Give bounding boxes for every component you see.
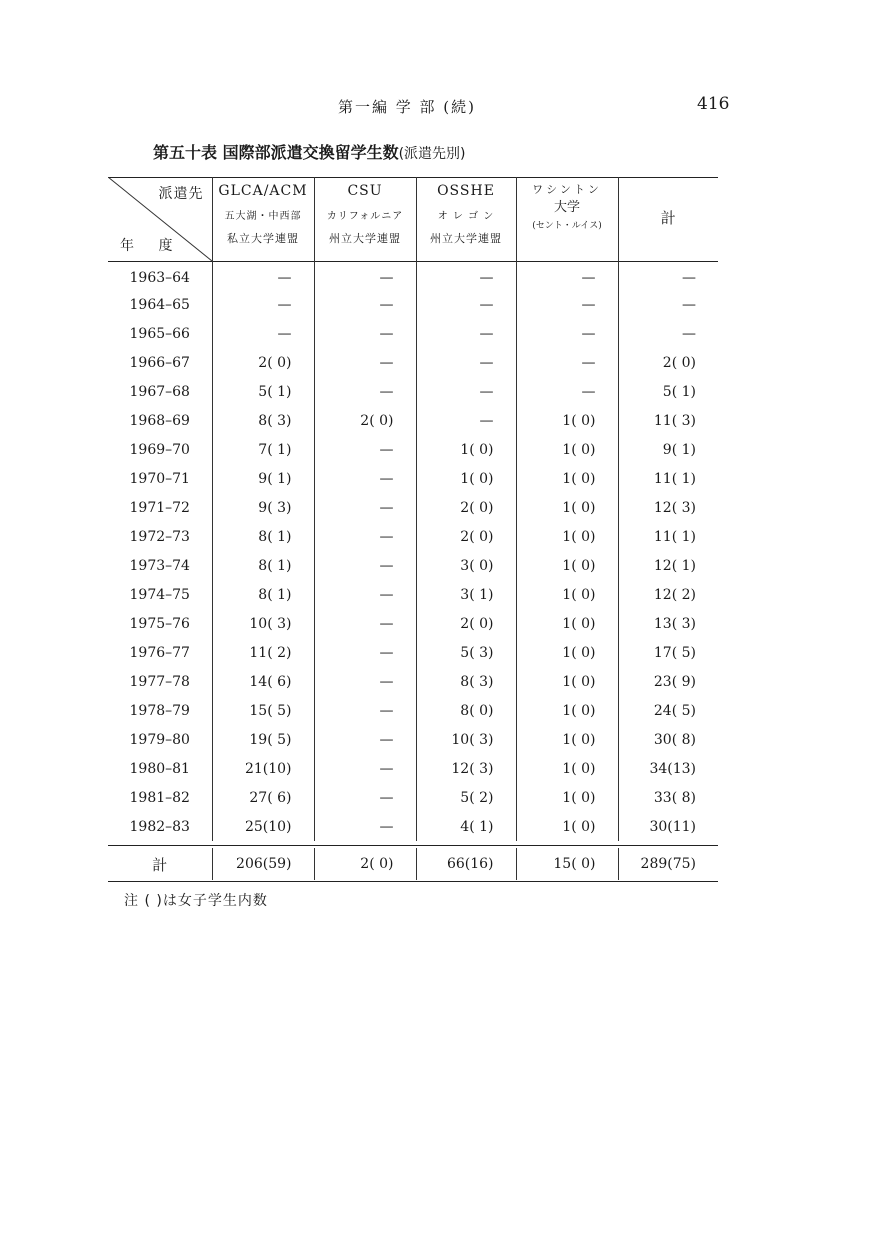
cell-year: 1978–79: [129, 702, 190, 719]
cell-glca: —: [212, 290, 314, 319]
cell-total: 23( 9): [618, 667, 718, 696]
cell-glca: —: [212, 261, 314, 290]
totals-table: [108, 848, 718, 880]
cell-osshe: 3( 0): [416, 551, 516, 580]
table-title-sub: (派遣先別): [398, 146, 466, 162]
cell-osshe: —: [416, 261, 516, 290]
cell-osshe: —: [416, 319, 516, 348]
cell-washington: 1( 0): [516, 522, 618, 551]
cell-glca: 21(10): [212, 754, 314, 783]
col-title-washington: ワシントン: [532, 183, 602, 196]
col-sub2-csu: 州立大学連盟: [329, 232, 401, 245]
cell-glca: 2( 0): [212, 348, 314, 377]
cell-year: 1982–83: [129, 818, 190, 835]
table-total-rule: [108, 845, 718, 846]
col-header-csu: [314, 177, 416, 261]
corner-destination-label: 派遣先: [158, 186, 204, 202]
cell-glca: 8( 3): [212, 406, 314, 435]
cell-total: 24( 5): [618, 696, 718, 725]
table-row: [108, 696, 718, 725]
col-header-total: [618, 177, 718, 261]
cell-total: 13( 3): [618, 609, 718, 638]
col-header-osshe: [416, 177, 516, 261]
cell-csu: —: [314, 725, 416, 754]
corner-year-label: 年 度: [120, 238, 183, 254]
running-head: 第一編 学 部 (続): [338, 98, 477, 116]
cell-glca: 25(10): [212, 812, 314, 841]
cell-washington: 1( 0): [516, 493, 618, 522]
cell-washington: —: [516, 319, 618, 348]
cell-csu: —: [314, 667, 416, 696]
table-row: [108, 319, 718, 348]
table-row: [108, 725, 718, 754]
page-number: 416: [697, 94, 730, 114]
table-bottom-rule: [108, 881, 718, 882]
table-row: [108, 551, 718, 580]
col-title-osshe: OSSHE: [437, 183, 495, 199]
cell-washington: 1( 0): [516, 812, 618, 841]
cell-washington: 1( 0): [516, 609, 618, 638]
cell-total: 12( 3): [618, 493, 718, 522]
cell-osshe: —: [416, 406, 516, 435]
cell-total: 2( 0): [618, 348, 718, 377]
cell-year: 1975–76: [129, 615, 190, 632]
cell-glca: 8( 1): [212, 522, 314, 551]
totals-glca: 206(59): [212, 848, 314, 880]
cell-year: 1963–64: [129, 269, 190, 286]
table-row: [108, 377, 718, 406]
cell-year: 1977–78: [129, 673, 190, 690]
totals-washington: 15( 0): [516, 848, 618, 880]
cell-year: 1974–75: [129, 586, 190, 603]
col-header-washington: [516, 177, 618, 261]
cell-glca: 15( 5): [212, 696, 314, 725]
cell-csu: —: [314, 812, 416, 841]
cell-glca: —: [212, 319, 314, 348]
cell-osshe: —: [416, 348, 516, 377]
cell-csu: 2( 0): [314, 406, 416, 435]
cell-osshe: —: [416, 290, 516, 319]
exchange-students-table: [108, 177, 718, 841]
totals-csu: 2( 0): [314, 848, 416, 880]
cell-total: 11( 1): [618, 464, 718, 493]
cell-year: 1966–67: [129, 354, 190, 371]
col-title-glca: GLCA/ACM: [218, 183, 308, 199]
cell-osshe: 10( 3): [416, 725, 516, 754]
cell-washington: 1( 0): [516, 435, 618, 464]
table-row: [108, 493, 718, 522]
cell-csu: —: [314, 493, 416, 522]
table-row: [108, 580, 718, 609]
table-row: [108, 406, 718, 435]
cell-total: 5( 1): [618, 377, 718, 406]
table-row: [108, 435, 718, 464]
table-row: [108, 290, 718, 319]
cell-glca: 14( 6): [212, 667, 314, 696]
cell-csu: —: [314, 551, 416, 580]
table-title: [153, 140, 466, 163]
col-title-total: 計: [660, 209, 676, 227]
cell-total: 33( 8): [618, 783, 718, 812]
cell-total: 17( 5): [618, 638, 718, 667]
corner-cell: [108, 177, 212, 261]
cell-csu: —: [314, 580, 416, 609]
footnote: 注 ( )は女子学生内数: [124, 893, 268, 909]
cell-csu: —: [314, 348, 416, 377]
cell-csu: —: [314, 522, 416, 551]
table-row: [108, 609, 718, 638]
col-sub1-washington: 大学: [553, 200, 580, 215]
cell-glca: 19( 5): [212, 725, 314, 754]
col-sub2-osshe: 州立大学連盟: [430, 232, 502, 245]
cell-washington: 1( 0): [516, 754, 618, 783]
cell-year: 1981–82: [129, 789, 190, 806]
cell-year: 1969–70: [129, 441, 190, 458]
table-title-main: 第五十表 国際部派遣交換留学生数: [153, 143, 399, 162]
cell-total: 30(11): [618, 812, 718, 841]
cell-osshe: 2( 0): [416, 522, 516, 551]
cell-washington: 1( 0): [516, 464, 618, 493]
cell-osshe: —: [416, 377, 516, 406]
cell-csu: —: [314, 377, 416, 406]
table-row: [108, 464, 718, 493]
col-sub2-glca: 私立大学連盟: [227, 232, 299, 245]
cell-osshe: 5( 3): [416, 638, 516, 667]
cell-osshe: 1( 0): [416, 435, 516, 464]
col-sub2-washington: (セント・ルイス): [532, 221, 602, 231]
cell-total: 9( 1): [618, 435, 718, 464]
cell-total: 11( 3): [618, 406, 718, 435]
col-title-csu: CSU: [347, 183, 383, 199]
cell-glca: 11( 2): [212, 638, 314, 667]
cell-osshe: 5( 2): [416, 783, 516, 812]
cell-glca: 8( 1): [212, 551, 314, 580]
cell-washington: 1( 0): [516, 580, 618, 609]
cell-glca: 5( 1): [212, 377, 314, 406]
cell-glca: 9( 3): [212, 493, 314, 522]
cell-total: —: [618, 290, 718, 319]
cell-total: —: [618, 319, 718, 348]
cell-year: 1965–66: [129, 325, 190, 342]
cell-washington: —: [516, 377, 618, 406]
cell-csu: —: [314, 435, 416, 464]
cell-osshe: 2( 0): [416, 493, 516, 522]
cell-csu: —: [314, 261, 416, 290]
cell-csu: —: [314, 290, 416, 319]
totals-osshe: 66(16): [416, 848, 516, 880]
cell-total: 11( 1): [618, 522, 718, 551]
cell-glca: 27( 6): [212, 783, 314, 812]
cell-year: 1970–71: [129, 470, 190, 487]
cell-osshe: 8( 3): [416, 667, 516, 696]
table-row: [108, 522, 718, 551]
cell-glca: 8( 1): [212, 580, 314, 609]
cell-total: 34(13): [618, 754, 718, 783]
cell-osshe: 8( 0): [416, 696, 516, 725]
cell-total: —: [618, 261, 718, 290]
col-sub1-glca: 五大湖・中西部: [224, 211, 302, 222]
cell-total: 30( 8): [618, 725, 718, 754]
cell-osshe: 4( 1): [416, 812, 516, 841]
cell-csu: —: [314, 464, 416, 493]
cell-year: 1967–68: [129, 383, 190, 400]
cell-washington: 1( 0): [516, 696, 618, 725]
table-row: [108, 261, 718, 290]
table-row: [108, 754, 718, 783]
cell-year: 1979–80: [129, 731, 190, 748]
cell-year: 1980–81: [129, 760, 190, 777]
cell-csu: —: [314, 783, 416, 812]
cell-washington: —: [516, 348, 618, 377]
cell-csu: —: [314, 319, 416, 348]
table-row: [108, 783, 718, 812]
cell-washington: 1( 0): [516, 783, 618, 812]
cell-glca: 7( 1): [212, 435, 314, 464]
table-row: [108, 667, 718, 696]
cell-glca: 10( 3): [212, 609, 314, 638]
cell-washington: 1( 0): [516, 667, 618, 696]
cell-year: 1973–74: [129, 557, 190, 574]
cell-washington: 1( 0): [516, 551, 618, 580]
cell-osshe: 1( 0): [416, 464, 516, 493]
col-sub1-osshe: オ レ ゴ ン: [437, 211, 495, 222]
cell-osshe: 2( 0): [416, 609, 516, 638]
cell-washington: —: [516, 261, 618, 290]
totals-grand: 289(75): [618, 848, 718, 880]
cell-year: 1968–69: [129, 412, 190, 429]
cell-csu: —: [314, 638, 416, 667]
cell-osshe: 3( 1): [416, 580, 516, 609]
cell-washington: —: [516, 290, 618, 319]
cell-washington: 1( 0): [516, 725, 618, 754]
cell-csu: —: [314, 696, 416, 725]
cell-total: 12( 2): [618, 580, 718, 609]
cell-year: 1964–65: [129, 296, 190, 313]
cell-glca: 9( 1): [212, 464, 314, 493]
cell-total: 12( 1): [618, 551, 718, 580]
col-sub1-csu: カリフォルニア: [326, 211, 404, 222]
table-row: [108, 812, 718, 841]
totals-row: [108, 848, 718, 880]
table-row: [108, 348, 718, 377]
cell-csu: —: [314, 754, 416, 783]
cell-csu: —: [314, 609, 416, 638]
cell-washington: 1( 0): [516, 638, 618, 667]
cell-osshe: 12( 3): [416, 754, 516, 783]
cell-year: 1976–77: [129, 644, 190, 661]
cell-washington: 1( 0): [516, 406, 618, 435]
table-header-row: [108, 177, 718, 261]
cell-year: 1971–72: [129, 499, 190, 516]
col-header-glca: [212, 177, 314, 261]
table-row: [108, 638, 718, 667]
totals-label: 計: [152, 855, 168, 874]
cell-year: 1972–73: [129, 528, 190, 545]
